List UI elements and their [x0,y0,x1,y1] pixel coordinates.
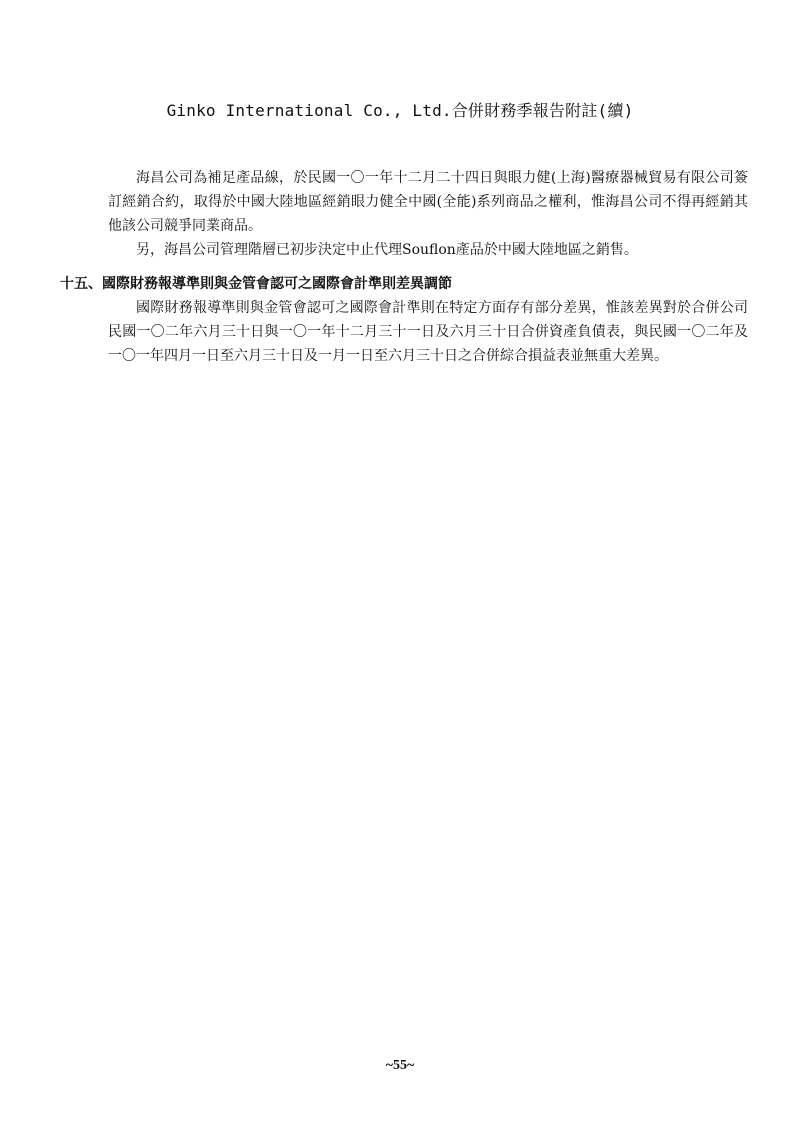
page-number: ~55~ [385,1058,415,1073]
paragraph-1: 海昌公司為補足產品線，於民國一〇一年十二月二十四日與眼力健(上海)醫療器械貿易有限公司簽訂經銷合約，取得於中國大陸地區經銷眼力健全中國(全能)系列商品之權利，惟海昌公司不得再經銷其他該公司競爭同業商品。 [108,170,748,234]
body-block-1 [108,166,748,262]
section-15-heading: 十五、國際財務報導準則與金管會認可之國際會計準則差異調節 [60,276,452,292]
body-block-2 [108,296,748,368]
page-title: Ginko International Co., Ltd.合併財務季報告附註(續) [166,101,634,120]
paragraph-2: 另，海昌公司管理階層已初步決定中止代理Souflon產品於中國大陸地區之銷售。 [136,242,638,258]
section-15-paragraph: 國際財務報導準則與金管會認可之國際會計準則在特定方面存有部分差異，惟該差異對於合併公司民國一〇二年六月三十日與一〇一年十二月三十一日及六月三十日合併資產負債表，與民國一〇二年及一〇一年四月一日至六月三十日及一月一日至六月三十日之合併綜合損益表並無重大差異。 [108,300,748,364]
